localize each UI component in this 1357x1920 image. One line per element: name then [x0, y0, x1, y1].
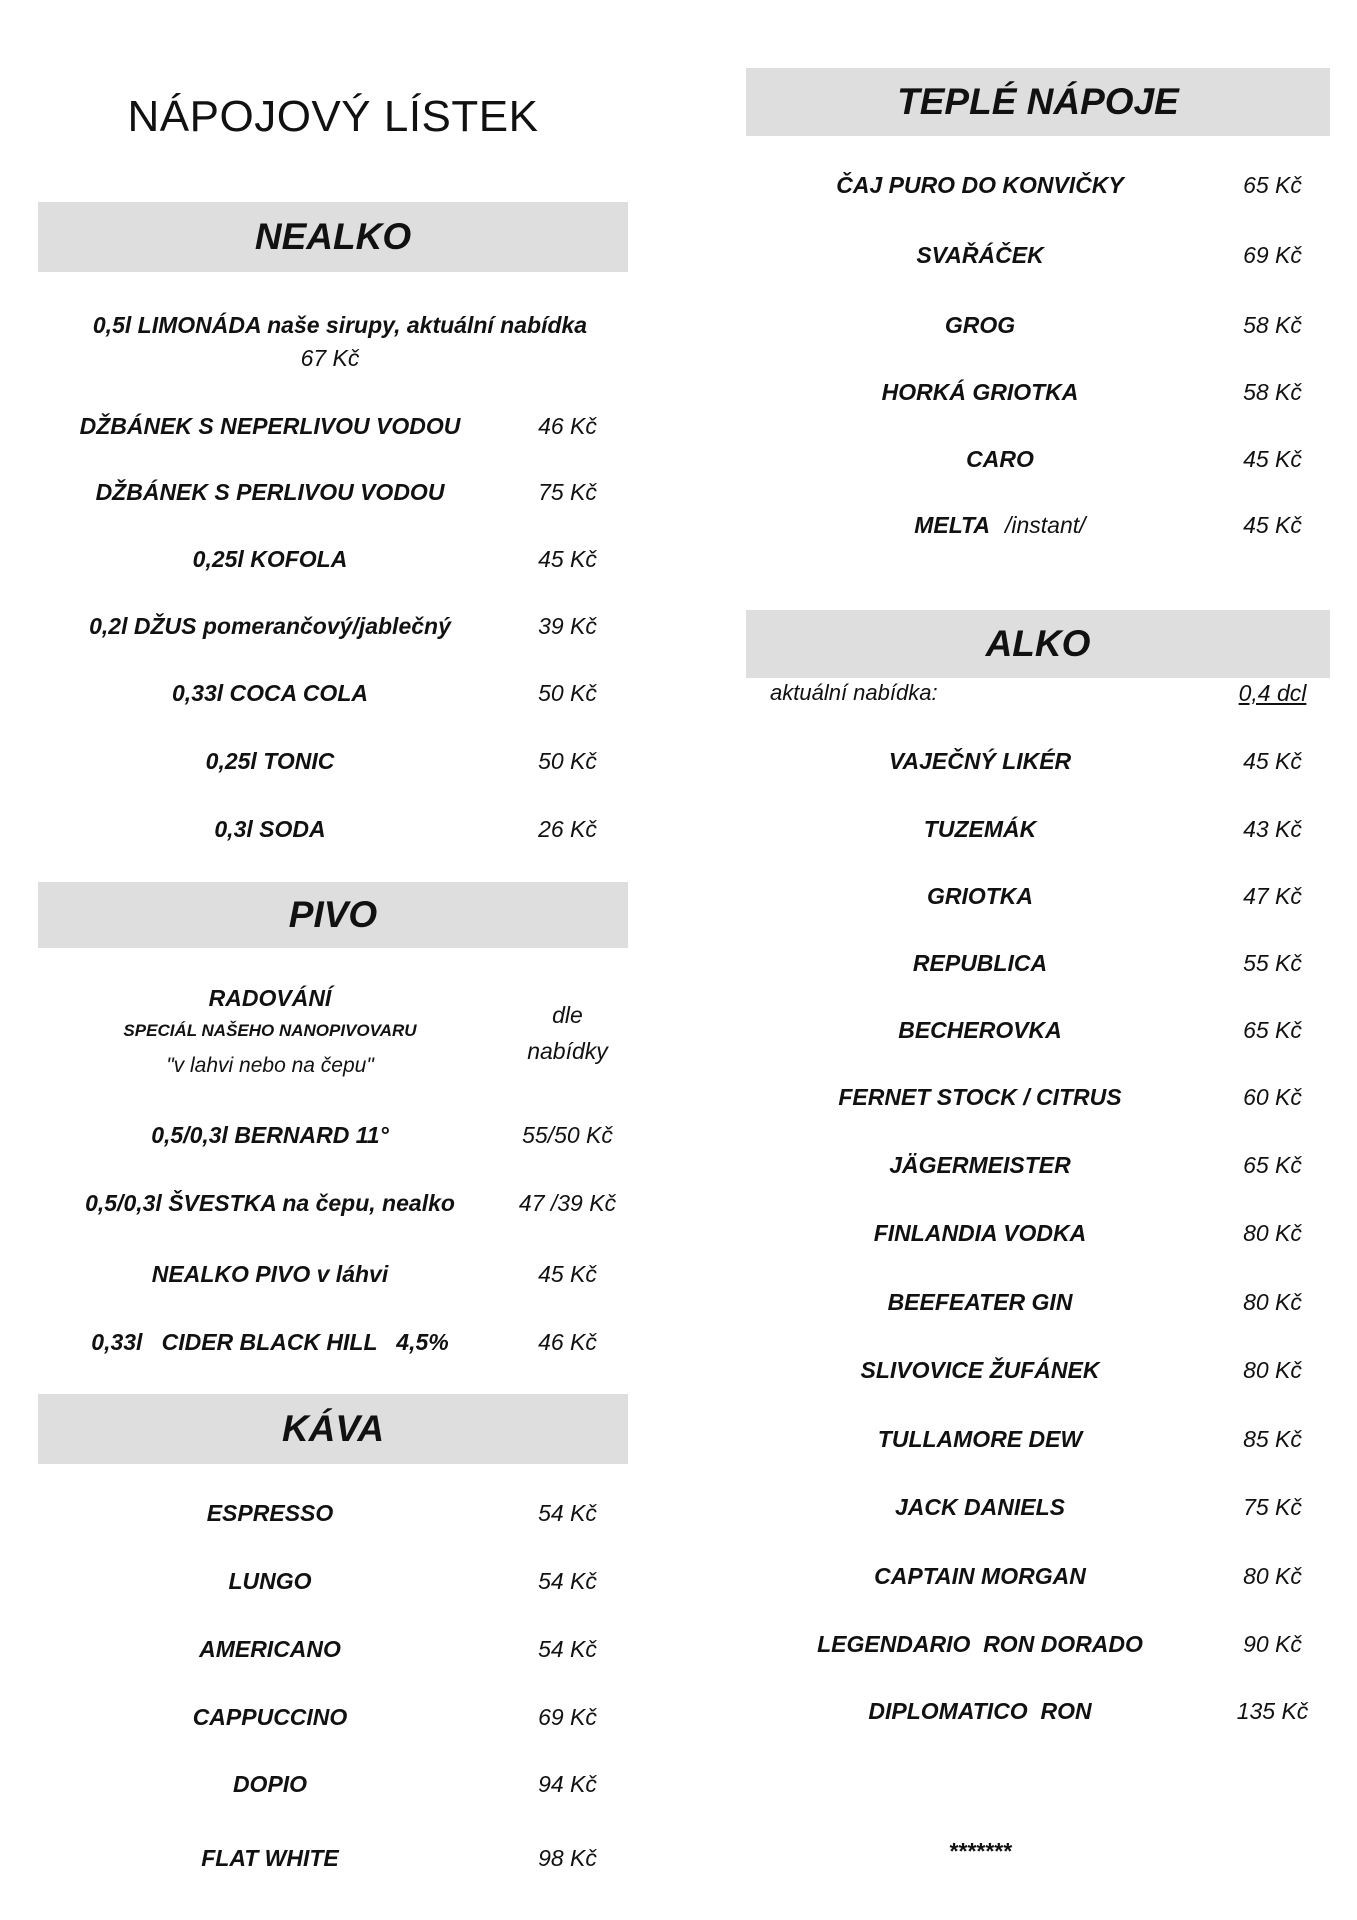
menu-item-price: 80 Kč: [1243, 1357, 1302, 1383]
menu-item-price: 46 Kč: [538, 1329, 597, 1355]
menu-item-name: 0,33l COCA COLA: [172, 680, 368, 706]
menu-item-price: 85 Kč: [1243, 1426, 1302, 1452]
menu-item-name: VAJEČNÝ LIKÉR: [888, 748, 1072, 774]
menu-item-name: CAPPUCCINO: [192, 1704, 348, 1730]
menu-item-name: CARO: [966, 446, 1034, 472]
menu-item-price: 58 Kč: [1243, 379, 1302, 405]
menu-item-note: "v lahvi nebo na čepu": [166, 1054, 374, 1077]
menu-item-name: ČAJ PURO DO KONVIČKY: [836, 172, 1124, 198]
menu-item-name: 0,2l DŽUS pomerančový/jablečný: [89, 613, 451, 639]
offer-label: aktuální nabídka:: [770, 680, 938, 705]
menu-item-price: 46 Kč: [538, 413, 597, 439]
menu-item-price: 80 Kč: [1243, 1289, 1302, 1315]
section-nealko-heading: NEALKO: [38, 202, 628, 272]
menu-item-name: BEEFEATER GIN: [887, 1289, 1073, 1315]
menu-item-price: 65 Kč: [1243, 1017, 1302, 1043]
menu-item-price: 55 Kč: [1243, 950, 1302, 976]
menu-item-price: nabídky: [527, 1038, 608, 1064]
menu-item-name: JÄGERMEISTER: [889, 1152, 1071, 1178]
menu-item-price: 75 Kč: [1243, 1494, 1302, 1520]
menu-item-price: 80 Kč: [1243, 1563, 1302, 1589]
menu-item-name: SLIVOVICE ŽUFÁNEK: [860, 1357, 1100, 1383]
menu-item-subtitle: SPECIÁL NAŠEHO NANOPIVOVARU: [123, 1021, 417, 1040]
section-pivo-heading: PIVO: [38, 882, 628, 948]
menu-item-price: 80 Kč: [1243, 1220, 1302, 1246]
menu-item-name: DIPLOMATICO RON: [868, 1698, 1092, 1724]
menu-item-price: 50 Kč: [538, 748, 597, 774]
menu-item-price: 45 Kč: [538, 546, 597, 572]
menu-item-name: 0,33l CIDER BLACK HILL 4,5%: [91, 1329, 449, 1355]
menu-item-name: LUNGO: [228, 1568, 312, 1594]
menu-item-price: 98 Kč: [538, 1845, 597, 1871]
menu-item-price: dle: [552, 1002, 583, 1028]
menu-item-price: 69 Kč: [1243, 242, 1302, 268]
menu-item-name: GROG: [944, 312, 1016, 338]
menu-item-price: 94 Kč: [538, 1771, 597, 1797]
menu-item-name: 0,25l KOFOLA: [192, 546, 348, 572]
section-kava-heading: KÁVA: [38, 1394, 628, 1464]
menu-item-price: 54 Kč: [538, 1500, 597, 1526]
menu-item-price: 60 Kč: [1243, 1084, 1302, 1110]
menu-item-name: DŽBÁNEK S NEPERLIVOU VODOU: [79, 413, 461, 439]
menu-item-name: DOPIO: [232, 1771, 308, 1797]
menu-item-name: 0,5l LIMONÁDA naše sirupy, aktuální nabídka: [92, 312, 588, 338]
menu-item-name: TUZEMÁK: [923, 816, 1037, 842]
menu-item-name: FERNET STOCK / CITRUS: [838, 1084, 1122, 1110]
menu-item-price: 90 Kč: [1243, 1631, 1302, 1657]
menu-item-price: 45 Kč: [1243, 748, 1302, 774]
menu-item-name: ESPRESSO: [206, 1500, 334, 1526]
menu-item-name: TULLAMORE DEW: [877, 1426, 1083, 1452]
menu-item-name: DŽBÁNEK S PERLIVOU VODOU: [95, 479, 445, 505]
menu-item-name: BECHEROVKA: [898, 1017, 1062, 1043]
menu-item-price: 45 Kč: [1243, 446, 1302, 472]
menu-item-name: MELTA: [914, 512, 990, 538]
section-alko-heading: ALKO: [746, 610, 1330, 678]
page-title: NÁPOJOVÝ LÍSTEK: [127, 92, 539, 141]
menu-item-price: 65 Kč: [1243, 1152, 1302, 1178]
menu-item-price: 39 Kč: [538, 613, 597, 639]
menu-item-name: 0,3l SODA: [214, 816, 326, 842]
menu-item-name: 0,5/0,3l BERNARD 11°: [151, 1122, 389, 1148]
menu-item-price: 75 Kč: [538, 479, 597, 505]
menu-item-note: /instant/: [1005, 512, 1086, 538]
menu-item-price: 47 /39 Kč: [518, 1190, 617, 1216]
menu-item-price: 26 Kč: [538, 816, 597, 842]
menu-item-name: GRIOTKA: [926, 883, 1034, 909]
menu-item-price: 58 Kč: [1243, 312, 1302, 338]
menu-item-name: CAPTAIN MORGAN: [874, 1563, 1086, 1589]
menu-item-name: FLAT WHITE: [201, 1845, 339, 1871]
menu-item-price: 45 Kč: [1243, 512, 1302, 538]
menu-item-price: 65 Kč: [1243, 172, 1302, 198]
menu-item-price: 135 Kč: [1236, 1698, 1309, 1724]
menu-item-price: 69 Kč: [538, 1704, 597, 1730]
menu-item-name: 0,25l TONIC: [205, 748, 335, 774]
menu-item-price: 67 Kč: [300, 345, 360, 371]
menu-item-name: LEGENDARIO RON DORADO: [817, 1631, 1143, 1657]
menu-item-price: 54 Kč: [538, 1568, 597, 1594]
menu-item-name: AMERICANO: [199, 1636, 341, 1662]
menu-item-price: 45 Kč: [538, 1261, 597, 1287]
menu-item-name: FINLANDIA VODKA: [873, 1220, 1087, 1246]
menu-item-name: 0,5/0,3l ŠVESTKA na čepu, nealko: [85, 1190, 455, 1216]
section-teple-heading: TEPLÉ NÁPOJE: [746, 68, 1330, 136]
menu-item-name: RADOVÁNÍ: [208, 985, 332, 1011]
menu-item-name: NEALKO PIVO v láhvi: [151, 1261, 389, 1287]
menu-item-name: HORKÁ GRIOTKA: [881, 379, 1079, 405]
menu-item-name: SVAŘÁČEK: [916, 242, 1044, 268]
unit-label: 0,4 dcl: [1238, 680, 1307, 706]
menu-item-price: 54 Kč: [538, 1636, 597, 1662]
menu-item-price: 47 Kč: [1243, 883, 1302, 909]
menu-item-name: REPUBLICA: [912, 950, 1048, 976]
menu-item-name: JACK DANIELS: [895, 1494, 1065, 1520]
footer-asterisks: *******: [948, 1838, 1012, 1864]
menu-item-price: 55/50 Kč: [522, 1122, 613, 1148]
menu-item-price: 50 Kč: [538, 680, 597, 706]
menu-item-price: 43 Kč: [1243, 816, 1302, 842]
